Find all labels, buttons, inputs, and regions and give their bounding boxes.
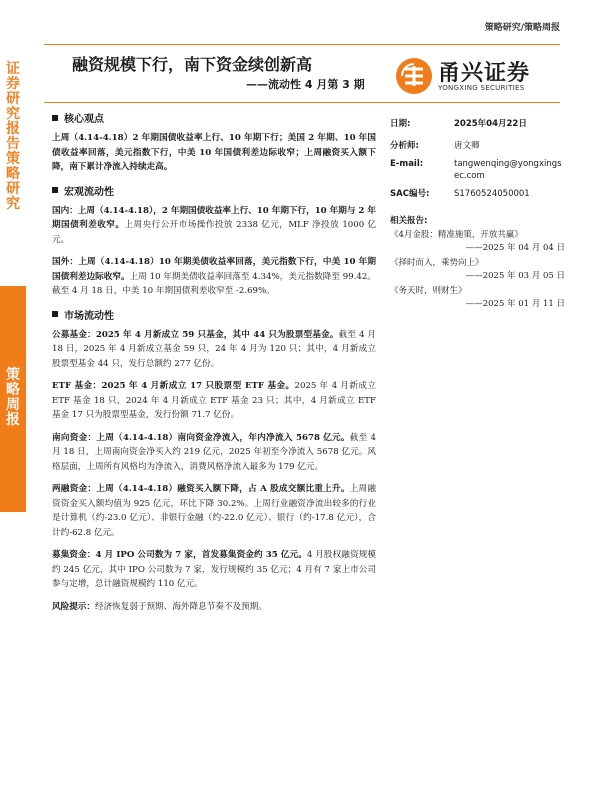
section-heading-market: 市场流动性	[52, 307, 376, 322]
report-title: 融资规模下行，南下资金续创新高	[72, 55, 313, 74]
header-top-rule	[44, 44, 560, 45]
meta-email: E-mail: tangwenqing@yongxingsec.com	[390, 158, 565, 182]
core-viewpoint-text: 上周（4.14-4.18）2 年期国债收益率上行、10 年期下行；美国 2 年期、10 年国债收益率回落，美元指数下行，中美 10 年国债利差边际收窄；上周融资买入额下降，南下累计净流入持续走高。	[52, 133, 376, 172]
related-reports-title: 相关报告:	[390, 216, 428, 226]
report-category-tag: 策略研究/策略周报	[484, 23, 560, 33]
related-report-item[interactable]: 《择时而入，乘势向上》 ——2025 年 03 月 05 日	[390, 258, 565, 281]
related-report-item[interactable]: 《务天时，则财生》 ——2025 年 01 月 11 日	[390, 286, 565, 309]
analyst-email-link[interactable]: tangwenqing@yongxingsec.com	[454, 159, 562, 181]
meta-analyst: 分析师: 唐文卿	[390, 141, 480, 151]
market-southbound-paragraph: 南向资金：上周（4.14-4.18）南向资金净流入，年内净流入 5678 亿元。截至 4 月 18 日，上周南向资金净买入约 219 亿元，2025 年初至今净流入 5678 亿元。风格层面，上周所有风格均为净流入，消费风格净流入最多为 179 亿元。	[52, 432, 376, 472]
main-content	[52, 110, 376, 623]
bullet-square-icon	[52, 115, 58, 121]
logo-english-name: YONGXING SECURITIES	[438, 84, 525, 92]
report-meta	[390, 118, 565, 313]
market-fund-paragraph: 公募基金：2025 年 4 月新成立 59 只基金，其中 44 只为股票型基金。截至 4 月 18 日，2025 年 4 月新成立基金 59 只，24 年 4 月为 120 只；其中，4 月新成立股票型基金 44 只，发行总额约 277 亿份。	[52, 329, 376, 369]
report-subtitle: ——流动性 4 月第 3 期	[246, 78, 365, 91]
macro-domestic-paragraph: 国内：上周（4.14-4.18），2 年期国债收益率上行、10 年期下行，10 年期与 2 年期国债利差收窄。上周央行公开市场操作投放 2338 亿元，MLF 净投放 1000 亿元。	[52, 205, 376, 245]
meta-date: 日期: 2025年04月22日	[390, 119, 527, 129]
related-report-item[interactable]: 《4月金股：精准施策，开放共赢》 ——2025 年 04 月 04 日	[390, 230, 565, 253]
bullet-square-icon	[52, 187, 58, 193]
sidebar-band-label: 策略周报	[6, 367, 20, 428]
risk-warning: 风险提示：经济恢复弱于预期、海外降息节奏不及预期。	[52, 602, 267, 613]
sidebar-top	[0, 0, 26, 286]
company-logo	[394, 54, 556, 98]
market-ipo-paragraph: 募集资金：4 月 IPO 公司数为 7 家，首发募集资金约 35 亿元。4 月股权融资规模约 245 亿元，其中 IPO 公司数为 7 家，发行规模约 35 亿元；4 月有 7 家上市公司参与定增，总计融资规模约 110 亿元。	[52, 550, 376, 589]
section-heading-core: 核心观点	[52, 110, 376, 125]
meta-sac: SAC编号: S1760524050001	[390, 189, 530, 199]
logo-company-name: 甬兴证券	[438, 61, 531, 86]
header-bottom-rule	[44, 102, 560, 103]
section-heading-macro: 宏观流动性	[52, 183, 376, 198]
bullet-square-icon	[52, 311, 58, 317]
sidebar-top-label: 证券研究报告 策略研究	[6, 61, 20, 212]
market-etf-paragraph: ETF 基金：2025 年 4 月新成立 17 只股票型 ETF 基金。2025 年 4 月新成立 ETF 基金 18 只，2024 年 4 月新成立 ETF 基金 23 只；其中，4 月新成立 ETF 基金 17 只为股票型基金，发行份额 71.7 亿份。	[52, 381, 376, 420]
macro-foreign-paragraph: 国外：上周（4.14-4.18）10 年期美债收益率回落，美元指数下行，中美 10 年期国债利差边际收窄。上周 10 年期美债收益率回落至 4.34%，美元指数降至 99.42。截至 4 月 18 日，中美 10 年期国债利差收窄至 -2.69%。	[52, 257, 376, 296]
logo-mark-icon	[394, 56, 434, 96]
market-margin-paragraph: 两融资金：上周（4.14-4.18）融资买入额下降，占 A 股成交额比重上升。上周融资资金买入额均值为 925 亿元，环比下降 30.2%。上周行业融资净流出较多的行业是计算机（约-23.0 亿元）、非银行金融（约-22.0 亿元）、银行（约-17.8 亿元），合计约-62.8 亿元。	[52, 484, 376, 538]
sidebar-band	[0, 286, 26, 512]
